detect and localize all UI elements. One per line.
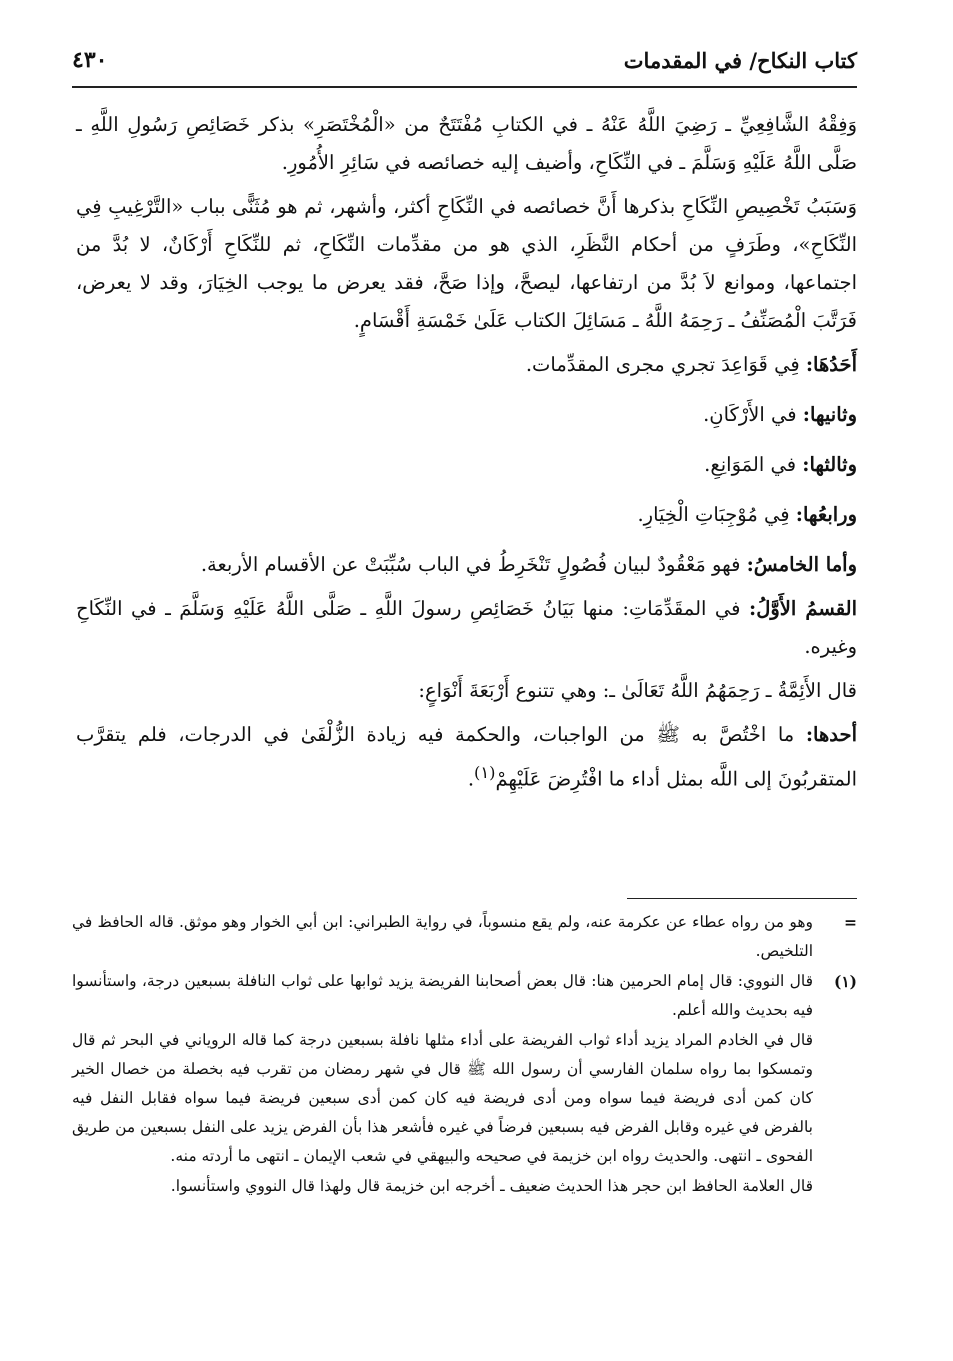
sentence-end: . [467, 767, 475, 791]
item-label: أحدها: [805, 723, 857, 746]
footnote-reference[interactable]: (١) [474, 763, 496, 782]
item-text: في المَوَانِعِ. [704, 453, 797, 476]
section-item-3 [76, 446, 857, 484]
main-text [76, 106, 857, 805]
item-text: فِي قَوَاعِدَ تجري مجرى المقدِّمات. [525, 353, 800, 376]
section-one-heading [76, 590, 857, 666]
item-label: وأما الخامسُ: [746, 553, 857, 576]
item-label: وثالثها: [802, 453, 857, 476]
item-label: ورابعُها: [795, 503, 857, 526]
section-text: في المقَدِّمَاتِ: منها بَيَانُ خَصَائِصِ رسولَ اللَّهِ ـ صَلَّى اللَّهُ عَلَيْهِ وَسَلَّمَ ـ في النِّكَاحِ وغيره. [76, 597, 857, 658]
item-text: في الأَرْكَانِ. [703, 403, 797, 426]
footnote-text: قال النووي: قال إمام الحرمين هنا: قال بعض أصحابنا الفريضة يزيد ثوابها على ثواب النافلة بسبعين درجة، واستأنسوا فيه بحديث والله أعلم. [72, 972, 813, 1019]
footnote-text: وهو من رواه عطاء عن عكرمة عنه، ولم يقع منسوباً، في رواية الطبراني: ابن أبي الخوار وهو موثق. قاله الحافظ في التلخيص. [72, 913, 813, 960]
footnote-1-paragraph-3: قال العلامة الحافظ ابن حجر هذا الحديث ضعيف ـ أخرجه ابن خزيمة قال ولهذا قال النووي واستأنسوا. [170, 1177, 813, 1195]
paragraph-imams: قال الأَئِمَّةُ ـ رَحِمَهُمُ اللَّهُ تَعَالَىٰ ـ: وهي تتنوع أَرْبَعَةَ أَنْوَاعٍ: [418, 679, 857, 702]
item-text: ما اخْتُصَّ به ﷺ من الواجبات، والحكمة فيه زيادة الزُّلْفَىٰ في الدرجات، فلم يتقرَّب المتقربُونَ إلى اللَّه بمثل أداء ما افْتُرِضَ عَلَيْهِمْ [76, 723, 857, 791]
paragraph-first-type [76, 716, 857, 799]
footnote-separator [627, 898, 857, 899]
section-item-4 [76, 496, 857, 534]
footnote-1-paragraph-2: قال في الخادم المراد يزيد أداء ثواب الفريضة على أداء مثلها نافلة بسبعين درجة كما قاله الروياني في البحر ثم قال وتمسكوا بما رواه سلمان الفارسي أن رسول الله ﷺ قال في شهر رمضان من تقرب فيه بخصلة من خصال الخير كان كمن أدى فريضة فيما سواه ومن أدى فريضة فيه كان كمن أدى سبعين فريضة فيما سواه فقابل النفل فيه بالفرض في غيره وقابل الفرض فيه بسبعين فرضاً في غيره فأشعر هذا بأن الفرض يزيد على النفل بسبعين من طريق الفحوى ـ انتهى. والحديث رواه ابن خزيمة في صحيحه والبيهقي في شعب الإيمان ـ انتهى ما أردته منه. [72, 1031, 813, 1165]
running-title: كتاب النكاح/ في المقدمات [623, 47, 857, 73]
item-label: أَحَدُهَا: [805, 353, 857, 376]
item-text: فهو مَعْقُودٌ لبيان فُصُولٍ تَنْخَرِطُ في الباب سُبِّبَتْ عن الأقسام الأربعة. [200, 553, 741, 576]
footnote-marker: (١) [833, 972, 857, 991]
paragraph-reason: وَسَبَبُ تَخْصِيصِ النِّكَاحِ بذكرها أَنَّ خصائصه في النِّكَاحِ أكثر، وأشهر، ثم هو مُثَنًّى بباب «التَّرْغِيبِ فِي النِّكَاحِ»، وطَرَفٍ من أحكام النَّظَرِ، الذي هو من مقدِّمات النِّكَاحِ، ثم للنِّكَاحِ أَرْكَانٌ، لا بُدَّ من اجتماعها، وموانع لاَ بُدَّ من ارتفاعها، ليصحَّ، وإذا صَحَّ، فقد يعرض ما يوجب الخِيَارَ، وقد لا يعرض، فَرَتَّبَ الْمُصَنِّفُ ـ رَحِمَهُ اللَّهُ ـ مَسَائِلَ الكتاب عَلَىٰ خَمْسَةِ أَقْسَامٍ. [76, 195, 857, 332]
paragraph-intro: وَفِقْهُ الشَّافِعِيِّ ـ رَضِيَ اللَّهُ عَنْهُ ـ في الكتابِ مُفْتَتَحٌ من «الْمُخْتَصَرِ» بذكر خَصَائِصِ رَسُولِ اللَّهِ ـ صَلَّى اللَّهُ عَلَيْهِ وَسَلَّمَ ـ في النِّكَاحِ، وأضيف إليه خصائصه في سَائِرِ الأُمُورِ. [76, 113, 857, 174]
item-text: فِي مُوْجِبَاتِ الْخِيَارِ. [637, 503, 790, 526]
section-item-5 [76, 546, 857, 584]
section-item-1 [76, 346, 857, 384]
item-label: وثانيها: [802, 403, 857, 426]
page-header [72, 40, 857, 88]
section-label: القسمُ الأَوَّلُ: [749, 597, 857, 620]
footnote-continuation [72, 908, 857, 966]
footnote-1 [72, 967, 857, 1025]
page-number: ٤٣٠ [72, 47, 108, 73]
footnotes [72, 908, 857, 1202]
section-item-2 [76, 396, 857, 434]
continuation-marker: = [844, 913, 857, 932]
